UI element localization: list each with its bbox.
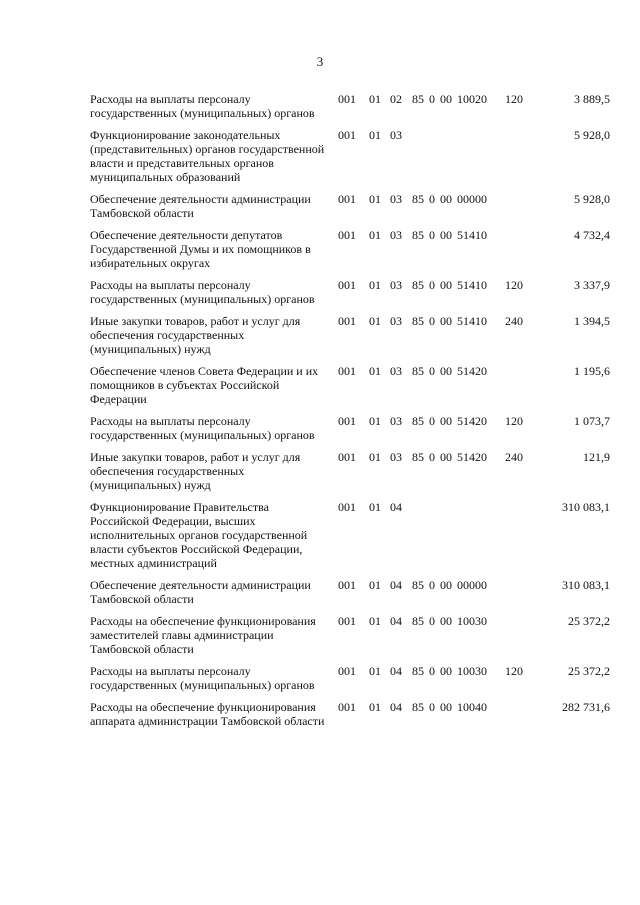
expense-type-code: 120: [505, 414, 523, 428]
amount: 3 337,9: [574, 278, 610, 292]
budget-table: [90, 92, 610, 736]
subsection-code: 02: [390, 92, 402, 106]
subsection-code: 03: [390, 278, 402, 292]
department-code: 001: [338, 128, 356, 142]
expense-name: Обеспечение деятельности администрации Тамбовской области: [90, 192, 311, 220]
expense-type-code: 120: [505, 92, 523, 106]
department-code: 001: [338, 192, 356, 206]
amount: 1 394,5: [574, 314, 610, 328]
subsection-code: 04: [390, 500, 402, 514]
section-code: 01: [369, 228, 381, 242]
amount: 3 889,5: [574, 92, 610, 106]
section-code: 01: [369, 614, 381, 628]
department-code: 001: [338, 364, 356, 378]
expense-name: Расходы на выплаты персоналу государственных (муниципальных) органов: [90, 278, 315, 306]
target-article-code: 85 0 00 10040: [412, 700, 487, 714]
target-article-code: 85 0 00 00000: [412, 192, 487, 206]
table-row: [90, 450, 610, 492]
amount: 25 372,2: [568, 614, 610, 628]
target-article-code: 85 0 00 51420: [412, 364, 487, 378]
section-code: 01: [369, 664, 381, 678]
subsection-code: 03: [390, 314, 402, 328]
department-code: 001: [338, 228, 356, 242]
table-row: [90, 578, 610, 606]
subsection-code: 04: [390, 700, 402, 714]
table-row: [90, 664, 610, 692]
amount: 121,9: [583, 450, 610, 464]
subsection-code: 03: [390, 450, 402, 464]
department-code: 001: [338, 614, 356, 628]
department-code: 001: [338, 700, 356, 714]
department-code: 001: [338, 92, 356, 106]
section-code: 01: [369, 450, 381, 464]
expense-name: Функционирование Правительства Российской Федерации, высших исполнительных органов государственной власти субъектов Российской Федерации, местных администраций: [90, 500, 308, 570]
target-article-code: 85 0 00 51420: [412, 414, 487, 428]
target-article-code: 85 0 00 10030: [412, 614, 487, 628]
section-code: 01: [369, 192, 381, 206]
section-code: 01: [369, 364, 381, 378]
expense-name: Расходы на обеспечение функционирования заместителей главы администрации Тамбовской области: [90, 614, 316, 656]
target-article-code: 85 0 00 00000: [412, 578, 487, 592]
target-article-code: 85 0 00 51420: [412, 450, 487, 464]
department-code: 001: [338, 450, 356, 464]
table-row: [90, 278, 610, 306]
table-row: [90, 128, 610, 184]
amount: 5 928,0: [574, 128, 610, 142]
subsection-code: 03: [390, 414, 402, 428]
amount: 1 195,6: [574, 364, 610, 378]
table-row: [90, 314, 610, 356]
table-row: [90, 228, 610, 270]
section-code: 01: [369, 500, 381, 514]
expense-name: Обеспечение членов Совета Федерации и их помощников в субъектах Российской Федерации: [90, 364, 319, 406]
expense-type-code: 240: [505, 314, 523, 328]
expense-name: Обеспечение деятельности депутатов Государственной Думы и их помощников в избирательных округах: [90, 228, 311, 270]
department-code: 001: [338, 278, 356, 292]
amount: 310 083,1: [562, 578, 610, 592]
department-code: 001: [338, 578, 356, 592]
expense-name: Расходы на выплаты персоналу государственных (муниципальных) органов: [90, 664, 315, 692]
target-article-code: 85 0 00 10030: [412, 664, 487, 678]
subsection-code: 03: [390, 364, 402, 378]
amount: 282 731,6: [562, 700, 610, 714]
expense-type-code: 120: [505, 278, 523, 292]
target-article-code: 85 0 00 10020: [412, 92, 487, 106]
target-article-code: 85 0 00 51410: [412, 228, 487, 242]
department-code: 001: [338, 314, 356, 328]
section-code: 01: [369, 92, 381, 106]
expense-name: Расходы на выплаты персоналу государственных (муниципальных) органов: [90, 92, 315, 120]
subsection-code: 03: [390, 128, 402, 142]
section-code: 01: [369, 414, 381, 428]
subsection-code: 04: [390, 664, 402, 678]
section-code: 01: [369, 700, 381, 714]
table-row: [90, 364, 610, 406]
amount: 25 372,2: [568, 664, 610, 678]
table-row: [90, 700, 610, 728]
department-code: 001: [338, 414, 356, 428]
expense-name: Иные закупки товаров, работ и услуг для обеспечения государственных (муниципальных) нужд: [90, 314, 301, 356]
expense-name: Расходы на выплаты персоналу государственных (муниципальных) органов: [90, 414, 315, 442]
amount: 310 083,1: [562, 500, 610, 514]
subsection-code: 03: [390, 192, 402, 206]
subsection-code: 03: [390, 228, 402, 242]
target-article-code: 85 0 00 51410: [412, 314, 487, 328]
page-number: 3: [316, 54, 324, 69]
target-article-code: 85 0 00 51410: [412, 278, 487, 292]
expense-name: Иные закупки товаров, работ и услуг для обеспечения государственных (муниципальных) нужд: [90, 450, 301, 492]
table-row: [90, 614, 610, 656]
table-row: [90, 500, 610, 570]
expense-type-code: 240: [505, 450, 523, 464]
section-code: 01: [369, 278, 381, 292]
expense-type-code: 120: [505, 664, 523, 678]
subsection-code: 04: [390, 578, 402, 592]
department-code: 001: [338, 500, 356, 514]
expense-name: Функционирование законодательных (представительных) органов государственной власти и представительных органов муниципальных образований: [90, 128, 325, 184]
expense-name: Обеспечение деятельности администрации Тамбовской области: [90, 578, 311, 606]
section-code: 01: [369, 128, 381, 142]
table-row: [90, 192, 610, 220]
amount: 4 732,4: [574, 228, 610, 242]
amount: 1 073,7: [574, 414, 610, 428]
expense-name: Расходы на обеспечение функционирования аппарата администрации Тамбовской области: [90, 700, 325, 728]
department-code: 001: [338, 664, 356, 678]
table-row: [90, 92, 610, 120]
table-row: [90, 414, 610, 442]
subsection-code: 04: [390, 614, 402, 628]
section-code: 01: [369, 578, 381, 592]
amount: 5 928,0: [574, 192, 610, 206]
section-code: 01: [369, 314, 381, 328]
